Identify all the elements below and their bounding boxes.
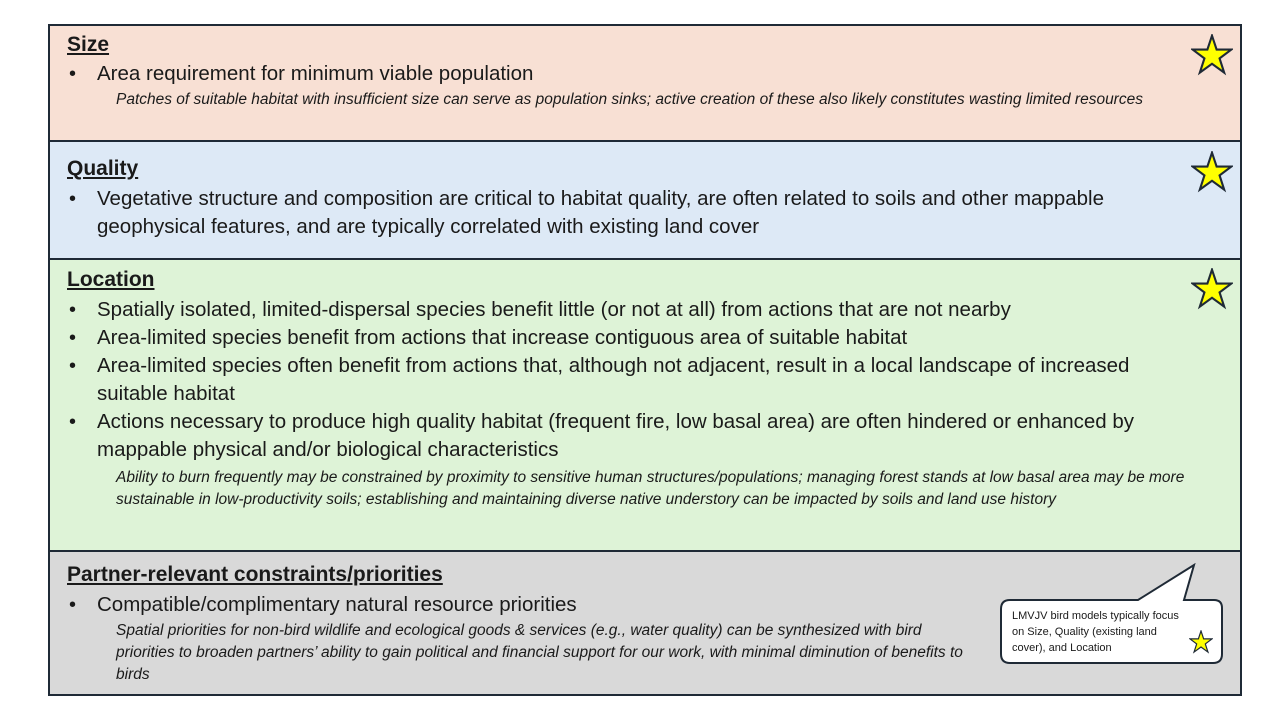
size-bullet: • Area requirement for minimum viable population	[67, 60, 1180, 88]
partner-bullet: • Compatible/complimentary natural resource priorities	[67, 591, 990, 619]
callout-text: LMVJV bird models typically focus on Size, Quality (existing land cover), and Location	[1012, 610, 1179, 654]
quality-bullet: • Vegetative structure and composition are critical to habitat quality, are often related to soils and other mappable geophysical features, and are typically correlated with existing land cover	[67, 185, 1180, 241]
star-icon	[1191, 151, 1233, 193]
location-bullet-list	[67, 296, 1180, 464]
location-note: Ability to burn frequently may be constrained by proximity to sensitive human structures/populations; managing forest stands at low basal area may be more sustainable in low-productivity soils; establishing and maintaining diverse native understory can be impacted by soils and land use history	[116, 469, 1185, 508]
size-bullet-list	[67, 60, 1180, 88]
location-bullet: • Actions necessary to produce high quality habitat (frequent fire, low basal area) are often hindered or enhanced by mappable physical and/or biological characteristics	[67, 408, 1180, 464]
location-bullet: • Spatially isolated, limited-dispersal species benefit little (or not at all) from actions that are not nearby	[67, 296, 1180, 324]
size-section	[48, 24, 1242, 142]
location-section	[48, 260, 1242, 552]
partner-note: Spatial priorities for non-bird wildlife and ecological goods & services (e.g., water quality) can be synthesized with bird priorities to broaden partners’ ability to gain political and financial support for our work, with minimal diminution of benefits to birds	[116, 622, 963, 683]
partner-heading: Partner-relevant constraints/priorities	[67, 563, 443, 586]
callout-bubble	[1000, 563, 1224, 665]
quality-heading: Quality	[67, 157, 139, 180]
partner-bullet-list	[67, 591, 990, 619]
size-heading: Size	[67, 33, 110, 56]
location-bullet: • Area-limited species often benefit from actions that, although not adjacent, result in a local landscape of increased suitable habitat	[67, 352, 1180, 408]
quality-bullet-list	[67, 185, 1180, 241]
location-bullet: • Area-limited species benefit from actions that increase contiguous area of suitable habitat	[67, 324, 1180, 352]
size-note: Patches of suitable habitat with insufficient size can serve as population sinks; active creation of these also likely constitutes wasting limited resources	[116, 91, 1143, 108]
star-icon	[1189, 630, 1213, 654]
location-heading: Location	[67, 268, 155, 291]
quality-section	[48, 142, 1242, 260]
star-icon	[1191, 268, 1233, 310]
star-icon	[1191, 34, 1233, 76]
